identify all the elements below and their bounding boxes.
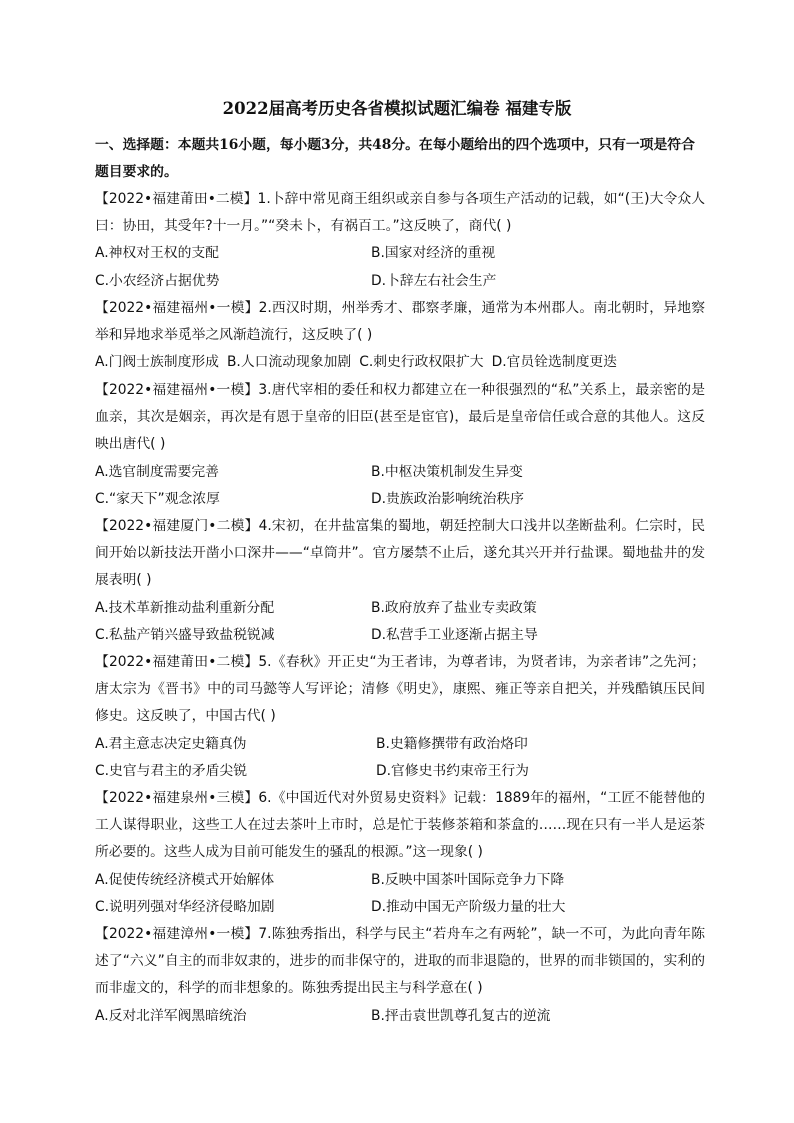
option-a[interactable]: A.选官制度需要完善 [95,463,219,480]
question-text: 3.唐代宰相的委任和权力都建立在一种很强烈的“私”关系上，最亲密的是血亲，其次是姻亲，再次是有恩于皇帝的旧臣(甚至是宦官)，最后是皇帝信任或合意的其他人。这反映出唐代( ) [95,382,705,453]
option-c[interactable]: C.史官与君主的矛盾尖锐 [95,762,247,779]
option-c[interactable]: C.私盐产销兴盛导致盐税锐减 [95,626,275,643]
option-b[interactable]: B.政府放弃了盐业专卖政策 [371,599,537,616]
question-5 [95,649,705,785]
question-source: 【2022•福建福州•一模】 [95,382,259,398]
option-b[interactable]: B.中枢决策机制发生异变 [371,463,523,480]
question-source: 【2022•福建莆田•二模】 [95,654,259,670]
option-c[interactable]: C.刺史行政权限扩大 [359,354,484,371]
option-b[interactable]: B.反映中国茶叶国际竞争力下降 [371,871,565,888]
options [95,595,705,649]
question-source: 【2022•福建莆田•二模】 [95,191,258,207]
options [95,731,705,785]
question-stem [95,649,705,731]
question-2 [95,295,705,377]
option-c[interactable]: C.“家天下”观念浓厚 [95,490,220,507]
question-text: 7.陈独秀指出，科学与民主“若舟车之有两轮”，缺一不可，为此向青年陈述了“六义”自主的而非奴隶的，进步的而非保守的，进取的而非退隐的，世界的而非锁国的，实利的而非虚文的，科学的而非想象的。陈独秀提出民主与科学意在( ) [95,926,705,997]
question-3 [95,377,705,513]
question-stem [95,921,705,1003]
option-c[interactable]: C.说明列强对华经济侵略加剧 [95,898,275,915]
options [95,867,705,921]
option-d[interactable]: D.贵族政治影响统治秩序 [371,490,524,507]
option-a[interactable]: A.促使传统经济模式开始解体 [95,871,275,888]
option-a[interactable]: A.反对北洋军阀黑暗统治 [95,1007,247,1024]
question-text: 6.《中国近代对外贸易史资料》记载：1889年的福州，“工匠不能替他的工人谋得职业，这些工人在过去茶叶上市时，总是忙于装修茶箱和茶盒的……现在只有一半人是运茶所必要的。这些人成为目前可能发生的骚乱的根源。”这一现象( ) [95,790,705,861]
question-stem [95,513,705,595]
options [95,240,705,294]
question-text: 4.宋初，在井盐富集的蜀地，朝廷控制大口浅井以垄断盐利。仁宗时，民间开始以新技法开凿小口深井——“卓筒井”。官方屡禁不止后，遂允其兴开并行盐课。蜀地盐井的发展表明( ) [95,518,705,589]
question-1 [95,186,705,295]
question-stem [95,785,705,867]
option-b[interactable]: B.史籍修撰带有政治烙印 [376,735,528,752]
question-text: 2.西汉时期，州举秀才、郡察孝廉，通常为本州郡人。南北朝时，异地察举和异地求举觅举之风渐趋流行，这反映了( ) [95,300,705,344]
question-source: 【2022•福建厦门•二模】 [95,518,259,534]
option-a[interactable]: A.技术革新推动盐利重新分配 [95,599,275,616]
question-source: 【2022•福建泉州•三模】 [95,790,259,806]
question-source: 【2022•福建漳州•一模】 [95,926,259,942]
document-title: 2022届高考历史各省模拟试题汇编卷 福建专版 [222,99,572,118]
option-d[interactable]: D.推动中国无产阶级力量的壮大 [371,898,566,915]
question-stem [95,377,705,459]
options [95,459,705,513]
section-heading: 一、选择题：本题共16小题，每小题3分，共48分。在每小题给出的四个选项中，只有一项是符合题目要求的。 [95,137,695,181]
option-c[interactable]: C.小农经济占据优势 [95,272,220,289]
option-d[interactable]: D.官员铨选制度更迭 [491,354,617,371]
question-stem [95,295,705,349]
option-d[interactable]: D.私营手工业逐渐占据主导 [371,626,538,643]
options [95,349,705,376]
question-stem [95,186,705,240]
question-text: 5.《春秋》开正史“为王者讳，为尊者讳，为贤者讳，为亲者讳”之先河；唐太宗为《晋书》中的司马懿等人写评论；清修《明史》，康熙、雍正等亲自把关，并残酷镇压民间修史。这反映了，中国古代( ) [95,654,705,725]
question-4 [95,513,705,649]
option-a[interactable]: A.神权对王权的支配 [95,245,219,262]
options [95,1003,705,1030]
question-7 [95,921,705,1030]
option-a[interactable]: A.君主意志决定史籍真伪 [95,735,247,752]
option-b[interactable]: B.国家对经济的重视 [371,245,496,262]
question-source: 【2022•福建福州•一模】 [95,300,259,316]
option-d[interactable]: D.官修史书约束帝王行为 [376,762,529,779]
option-a[interactable]: A.门阀士族制度形成 [95,354,219,371]
question-text: 1.卜辞中常见商王组织或亲自参与各项生产活动的记载，如“(王)大令众人曰：协田，其受年?十一月。”“癸未卜，有祸百工。”这反映了，商代( ) [95,191,706,235]
option-b[interactable]: B.人口流动现象加剧 [226,354,352,371]
option-d[interactable]: D.卜辞左右社会生产 [371,272,497,289]
option-b[interactable]: B.抨击袁世凯尊孔复古的逆流 [371,1007,551,1024]
question-6 [95,785,705,921]
